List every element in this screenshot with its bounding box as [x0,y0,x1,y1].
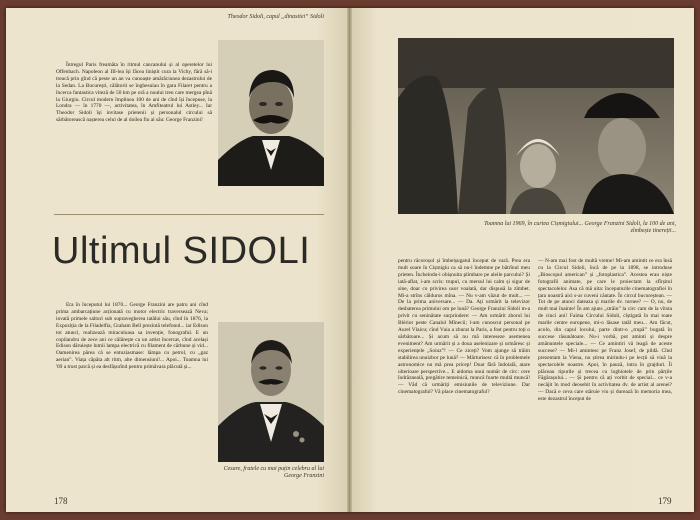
title-divider [54,214,324,215]
book-gutter [347,8,352,512]
photo-caption-right: Toamna lui 1969, în curtea Cișmigiului... George Franzini Sidoli, la 100 de ani, zîmbește tinereții... [484,221,676,234]
portrait-theodor-sidoli [218,40,324,186]
page-number-right: 179 [658,496,672,506]
caption-theodor: Theodor Sidoli, capul „dinastiei” Sidoli [227,14,324,20]
article-title: Ultimul SIDOLI [52,230,311,272]
right-column-1: pentru răcoroșul și îmbelșugatul început de vară. Prea era mult soare în Cișmigiu ca să nu-l îndemne pe bătrînul meu prieten. Încheindu-i obișnuita plimbare pe aleile parcului? Și iată-aflat, i-am scris: trupul, cu mersul lui calm și sigur de sine, doar cu privirea usor voalată, dar dispusă la zîmbet. Mi-a strîns călduros mîna. — Nu v-am văzut de mult... — De la prima aniversare... — Da. Ați urmărit la televizor desbaterea primului om pe lună? George Franzini Sidoli m-a privit cu seninătate surprindere: — Am urmărit zborul lui Blériot peste Canalul Mînecii; l-am cunoscut personal pe Aurel Vlaicu; cînd Vuia a zburat la Paris, a fost pentru toți o sărbătoare... Și acum să nu mă intereseze asemenea eveniment? Am urmărit și a doua aselenizare și urmăresc și experiențele „Soiuz”! — Ce ziceți? Vom ajunge să trăim stabilirea unuizbor pe lună? — Mărturisesc că în problemele astronomice nu mă prea pricep! Doar fără îndoială, atare ulterioare perspective... E aidoma unui număr de circ: cere îndrăzneală, pregătire temeinică, muncă foarte multă muncă! — Văd că urmăriți emisiunile de televiziune. Dar cinematograful? Vă place cinematograful? [398,258,530,396]
body-paragraph: Era în începutul lui 1870... George Franzini are patru ani cînd prima ambarcațiune acționată cu motor electric traversează Neva; invată primele salturi sub supravegherea tatălui său, cînd în 1876, la Expoziția de la Filadelfia, Graham Bell prezintă telefonul... iar Edison tot atunci, realizează miraculoasa sa invenție, fonograful. E un copilandru de zece ani ce călărește ca un artist încercat, cînd același Edison dăruiește lumii lampa electrică cu filament de cărbune și vid... Oamenirea părea că se entuziasmase: lămpa cu petrol, cu „gaz aerian”. Viața căpăta alt ritm, alte dimensiuni!... Apoi... Toamna lui '69 a trust parcă și ea desfășurînd pentru primăvara plăcută și... [56,302,208,371]
portrait-cesare-sidoli [218,322,324,462]
photo-cismigiu-1969 [398,38,674,214]
intro-paragraph: Întregul Paris freamăta în ritmul cancanului și al operetelor lui Offenbach. Napoleon al III-lea își făcea liniștit cura la Vichy, fără să-i treacă prin gînd că peste un an va cunoaște amărăciunea dezastrului de la Sedan. La București, călătorii se înghesuiau în gara Filaret pentru a încerca fantastica viteză de 50 km pe oră a noului tren care mergea pînă la Giurgiu. Circul modern împlinea 100 de ani de cînd își începuse, la Londra — în 1770 —, activitatea, în Amfiteatrul lui Astley... Iar Theodor Sidoli își invitase prietenii și personalul circului să sărbătorească nașterea celui de al doilea fiu al său: George Franzini! [56,62,212,124]
caption-cesare: Cesare, fratele cu mai puțin celebru al lui George Franzini [223,466,324,479]
right-column-2: — N-am mai fost de multă vreme! Mi-am amintit ce era însă cu la Circul Sidoli, încă de pe la 1898, se introduse „Bioscopul american” și „fotoplastica”. Acestea erau niște fotografii animate, pe care le proiectam la sfîrșitul spectacolelor. Asa că mă uita: începuturile cinematografiei în țara noastră aici s-ar cuveni căutate. În circul bucureștean. — Tot de pe atunci dateaza și marile dv. turnee? — O, nu, de mult mai înainte! În am ajuns „străin” la circ cam de la vîrsta de cinci ani! Faima Circului Sidoli, cîștigată în mai toate marile centre europene, mi-o lăsase tatăl meu... Am făcut, acolo, din capul locului, parte dintr-o „trupă” bogată în succese răsunătoare. Nu-i vorbă, pot aminti și despre amănuntele speciale... — Ce amintiri vă leagă de aceste succese? — Mi-l amintesc pe Franz Josef, de pildă. Cînd prezentam la Viena, nu știrea mirindu-i pe lecții să vină la spectacolele noastre. Apoi, în pauză, intra în grajduri. Îi plăceau tipurile și trecea cu loghiotele de prin părțile Făgărașului... — Și pentru că ați vorbit de special... ce v-a necăjit în mod deosebit în activitatea dv. de artist al arenei? — Dacă e ceva care stăruie viu și durează în memoria mea, este dezastrul început de [538,258,672,403]
page-number-left: 178 [54,496,68,506]
